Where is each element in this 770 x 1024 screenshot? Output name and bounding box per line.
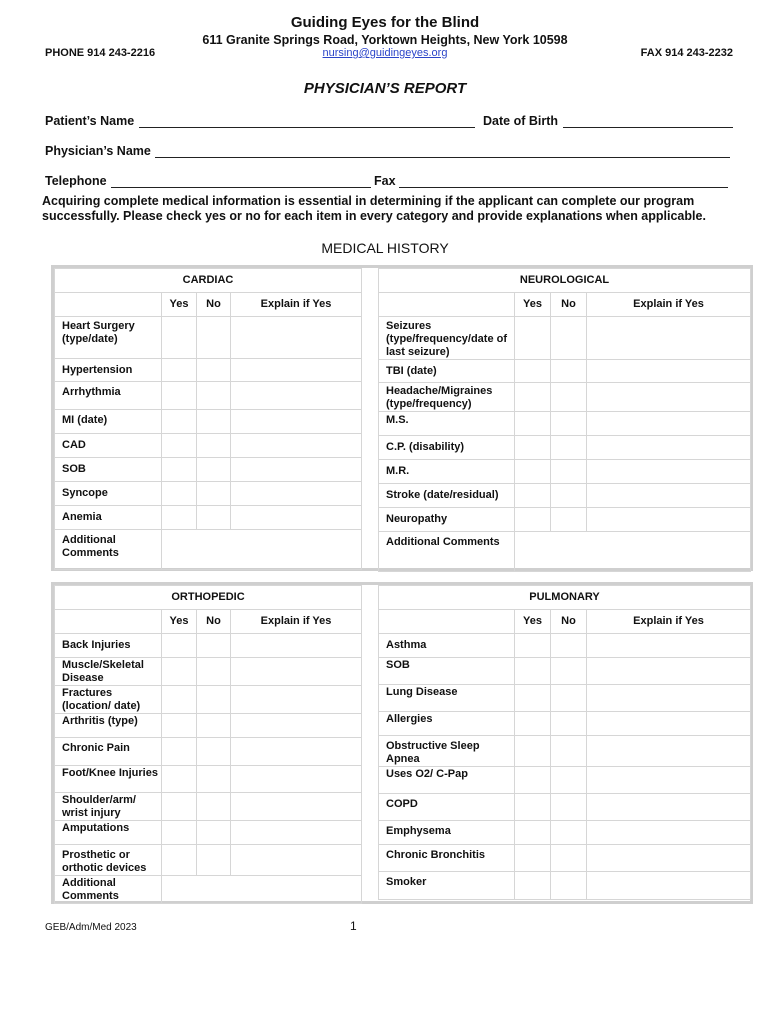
table-row	[55, 821, 362, 845]
table-row	[379, 685, 751, 712]
yes-cell[interactable]	[162, 506, 197, 530]
comments-cell[interactable]	[162, 530, 362, 570]
table-row	[55, 458, 362, 482]
explain-cell[interactable]	[587, 658, 751, 685]
no-cell[interactable]	[551, 736, 587, 767]
table-row	[379, 634, 751, 658]
table-row	[55, 634, 362, 658]
orthopedic-item: Muscle/Skeletal Disease	[55, 658, 162, 686]
no-cell[interactable]	[551, 360, 587, 383]
yes-cell[interactable]	[515, 794, 551, 821]
footer-code: GEB/Adm/Med 2023	[45, 922, 137, 933]
yes-cell[interactable]	[162, 766, 197, 793]
cardiac-item: Arrhythmia	[55, 382, 162, 410]
no-cell[interactable]	[197, 458, 231, 482]
table-row	[379, 821, 751, 845]
dob-field[interactable]	[563, 127, 733, 128]
explain-cell[interactable]	[587, 436, 751, 460]
table-row	[55, 658, 362, 686]
instructions-text: Acquiring complete medical information is essential in determining if the applicant can complete our program successfully. Please check yes or no for each item in every category and provide explanations when applicable.	[42, 194, 706, 223]
explain-cell[interactable]	[231, 821, 362, 845]
yes-cell[interactable]	[515, 360, 551, 383]
table-row	[55, 714, 362, 738]
explain-cell[interactable]	[231, 482, 362, 506]
pulmonary-item: Asthma	[379, 634, 515, 658]
yes-cell[interactable]	[515, 685, 551, 712]
pulmonary-item: Lung Disease	[379, 685, 515, 712]
yes-cell[interactable]	[515, 658, 551, 685]
table-row	[55, 686, 362, 714]
table-row	[379, 460, 751, 484]
organization-address: 611 Granite Springs Road, Yorktown Heights, New York 10598	[202, 33, 568, 47]
orthopedic-title: ORTHOPEDIC	[55, 586, 362, 610]
yes-cell[interactable]	[515, 383, 551, 412]
pulmonary-item: Chronic Bronchitis	[379, 845, 515, 872]
table-row	[55, 766, 362, 793]
yes-header: Yes	[162, 293, 197, 317]
no-cell[interactable]	[551, 845, 587, 872]
neurological-item: Headache/Migraines (type/frequency)	[379, 383, 515, 412]
table-row	[379, 872, 751, 900]
neurological-title: NEUROLOGICAL	[379, 269, 751, 293]
orthopedic-table	[54, 585, 362, 904]
table-row	[55, 382, 362, 410]
telephone-field[interactable]	[111, 187, 371, 188]
explain-cell[interactable]	[231, 410, 362, 434]
cardiac-item: Anemia	[55, 506, 162, 530]
no-cell[interactable]	[551, 712, 587, 736]
table-row	[379, 383, 751, 412]
explain-cell[interactable]	[231, 317, 362, 359]
no-cell[interactable]	[197, 821, 231, 845]
yes-cell[interactable]	[515, 821, 551, 845]
yes-cell[interactable]	[162, 382, 197, 410]
orthopedic-item: Back Injuries	[55, 634, 162, 658]
no-header: No	[197, 610, 231, 634]
explain-cell[interactable]	[231, 458, 362, 482]
cardiac-table	[54, 268, 362, 570]
no-cell[interactable]	[197, 410, 231, 434]
explain-header: Explain if Yes	[231, 293, 362, 317]
no-cell[interactable]	[551, 508, 587, 532]
no-cell[interactable]	[197, 317, 231, 359]
table-row	[55, 410, 362, 434]
no-cell[interactable]	[197, 738, 231, 766]
yes-cell[interactable]	[515, 712, 551, 736]
explain-cell[interactable]	[231, 359, 362, 382]
table-row	[55, 482, 362, 506]
yes-cell[interactable]	[162, 434, 197, 458]
yes-cell[interactable]	[515, 508, 551, 532]
table-row	[379, 360, 751, 383]
orthopedic-item: Amputations	[55, 821, 162, 845]
fax-field[interactable]	[399, 187, 728, 188]
orthopedic-item: Prosthetic or orthotic devices	[55, 845, 162, 876]
neurological-item: Seizures (type/frequency/date of last seizure)	[379, 317, 515, 360]
pulmonary-table	[378, 585, 751, 900]
explain-cell[interactable]	[231, 714, 362, 738]
ortho-pulmonary-panel	[51, 582, 753, 904]
orthopedic-item: Shoulder/arm/ wrist injury	[55, 793, 162, 821]
yes-cell[interactable]	[162, 738, 197, 766]
orthopedic-item: Fractures (location/ date)	[55, 686, 162, 714]
no-cell[interactable]	[197, 482, 231, 506]
table-row	[379, 767, 751, 794]
no-cell[interactable]	[551, 460, 587, 484]
pulmonary-item: Obstructive Sleep Apnea	[379, 736, 515, 767]
explain-cell[interactable]	[231, 658, 362, 686]
neurological-item: M.R.	[379, 460, 515, 484]
explain-cell[interactable]	[231, 382, 362, 410]
table-row	[379, 532, 751, 572]
no-cell[interactable]	[551, 872, 587, 900]
no-cell[interactable]	[197, 634, 231, 658]
table-row	[379, 794, 751, 821]
pulmonary-item: Uses O2/ C-Pap	[379, 767, 515, 794]
explain-cell[interactable]	[587, 360, 751, 383]
yes-cell[interactable]	[515, 736, 551, 767]
cardiac-item: Heart Surgery (type/date)	[55, 317, 162, 359]
explain-cell[interactable]	[587, 794, 751, 821]
cardiac-item: CAD	[55, 434, 162, 458]
yes-cell[interactable]	[162, 482, 197, 506]
yes-cell[interactable]	[515, 872, 551, 900]
yes-cell[interactable]	[515, 845, 551, 872]
explain-cell[interactable]	[231, 766, 362, 793]
explain-cell[interactable]	[587, 484, 751, 508]
yes-cell[interactable]	[162, 714, 197, 738]
table-row	[379, 484, 751, 508]
explain-cell[interactable]	[587, 872, 751, 900]
yes-header: Yes	[515, 293, 551, 317]
table-row	[379, 845, 751, 872]
yes-cell[interactable]	[515, 412, 551, 436]
table-row	[55, 359, 362, 382]
table-row	[55, 506, 362, 530]
no-cell[interactable]	[197, 506, 231, 530]
explain-cell[interactable]	[231, 793, 362, 821]
yes-cell[interactable]	[515, 317, 551, 360]
no-cell[interactable]	[197, 434, 231, 458]
explain-cell[interactable]	[587, 412, 751, 436]
table-row	[379, 736, 751, 767]
email-link[interactable]: nursing@guidingeyes.org	[322, 47, 448, 59]
no-cell[interactable]	[551, 794, 587, 821]
yes-cell[interactable]	[515, 460, 551, 484]
cardiac-item: Syncope	[55, 482, 162, 506]
no-cell[interactable]	[551, 685, 587, 712]
no-cell[interactable]	[551, 484, 587, 508]
no-cell[interactable]	[551, 436, 587, 460]
no-cell[interactable]	[197, 658, 231, 686]
explain-cell[interactable]	[231, 738, 362, 766]
yes-header: Yes	[515, 610, 551, 634]
yes-cell[interactable]	[162, 634, 197, 658]
yes-cell[interactable]	[162, 821, 197, 845]
explain-cell[interactable]	[587, 317, 751, 360]
orthopedic-item: Chronic Pain	[55, 738, 162, 766]
yes-cell[interactable]	[162, 317, 197, 359]
no-cell[interactable]	[197, 845, 231, 876]
pulmonary-item: SOB	[379, 658, 515, 685]
page-title: PHYSICIAN’S REPORT	[303, 80, 467, 97]
table-row	[55, 738, 362, 766]
no-cell[interactable]	[551, 412, 587, 436]
table-row	[55, 317, 362, 359]
explain-cell[interactable]	[587, 821, 751, 845]
organization-name: Guiding Eyes for the Blind	[290, 14, 480, 31]
yes-cell[interactable]	[162, 410, 197, 434]
orthopedic-item: Arthritis (type)	[55, 714, 162, 738]
physician-name-label: Physician’s Name	[45, 144, 151, 158]
explain-cell[interactable]	[587, 508, 751, 532]
table-row	[55, 530, 362, 570]
neurological-item: Neuropathy	[379, 508, 515, 532]
cardiac-neuro-panel	[51, 265, 753, 571]
pulmonary-item: Allergies	[379, 712, 515, 736]
cardiac-item: Hypertension	[55, 359, 162, 382]
orthopedic-item: Additional Comments	[55, 876, 162, 904]
dob-label: Date of Birth	[483, 114, 558, 128]
yes-cell[interactable]	[162, 845, 197, 876]
no-cell[interactable]	[551, 383, 587, 412]
pulmonary-item: Emphysema	[379, 821, 515, 845]
orthopedic-item: Foot/Knee Injuries	[55, 766, 162, 793]
patient-name-label: Patient’s Name	[45, 114, 135, 128]
cardiac-item: SOB	[55, 458, 162, 482]
explain-cell[interactable]	[587, 767, 751, 794]
no-cell[interactable]	[197, 766, 231, 793]
explain-cell[interactable]	[587, 383, 751, 412]
patient-name-field[interactable]	[139, 127, 475, 128]
yes-cell[interactable]	[162, 458, 197, 482]
neurological-item: Additional Comments	[379, 532, 515, 572]
table-row	[55, 845, 362, 876]
explain-cell[interactable]	[587, 736, 751, 767]
fax-number: FAX 914 243-2232	[640, 47, 733, 59]
yes-header: Yes	[162, 610, 197, 634]
pulmonary-title: PULMONARY	[379, 586, 751, 610]
phone-number: PHONE 914 243-2216	[45, 47, 156, 59]
explain-header: Explain if Yes	[231, 610, 362, 634]
explain-cell[interactable]	[587, 845, 751, 872]
no-cell[interactable]	[551, 767, 587, 794]
table-row	[379, 712, 751, 736]
yes-cell[interactable]	[515, 634, 551, 658]
no-cell[interactable]	[197, 359, 231, 382]
no-cell[interactable]	[197, 382, 231, 410]
neurological-item: C.P. (disability)	[379, 436, 515, 460]
yes-cell[interactable]	[162, 359, 197, 382]
explain-header: Explain if Yes	[587, 293, 751, 317]
yes-cell[interactable]	[515, 436, 551, 460]
neurological-table	[378, 268, 751, 572]
table-row	[55, 876, 362, 904]
no-cell[interactable]	[197, 793, 231, 821]
neurological-item: M.S.	[379, 412, 515, 436]
cardiac-title: CARDIAC	[55, 269, 362, 293]
explain-cell[interactable]	[231, 434, 362, 458]
yes-cell[interactable]	[515, 484, 551, 508]
table-row	[55, 793, 362, 821]
section-title: MEDICAL HISTORY	[321, 240, 449, 256]
no-cell[interactable]	[197, 686, 231, 714]
explain-cell[interactable]	[587, 460, 751, 484]
explain-cell[interactable]	[231, 634, 362, 658]
explain-cell[interactable]	[231, 506, 362, 530]
cardiac-item: Additional Comments	[55, 530, 162, 570]
table-row	[379, 412, 751, 436]
pulmonary-item: COPD	[379, 794, 515, 821]
page-number: 1	[350, 919, 357, 933]
table-row	[379, 658, 751, 685]
explain-cell[interactable]	[587, 685, 751, 712]
neurological-item: TBI (date)	[379, 360, 515, 383]
yes-cell[interactable]	[162, 686, 197, 714]
explain-cell[interactable]	[231, 686, 362, 714]
yes-cell[interactable]	[162, 658, 197, 686]
pulmonary-item: Smoker	[379, 872, 515, 900]
table-row	[379, 317, 751, 360]
cardiac-item: MI (date)	[55, 410, 162, 434]
explain-cell[interactable]	[231, 845, 362, 876]
physician-name-field[interactable]	[155, 157, 730, 158]
yes-cell[interactable]	[515, 767, 551, 794]
fax-label: Fax	[374, 174, 396, 188]
neurological-item: Stroke (date/residual)	[379, 484, 515, 508]
explain-header: Explain if Yes	[587, 610, 751, 634]
no-cell[interactable]	[197, 714, 231, 738]
no-cell[interactable]	[551, 658, 587, 685]
yes-cell[interactable]	[162, 793, 197, 821]
no-header: No	[551, 293, 587, 317]
telephone-label: Telephone	[45, 174, 107, 188]
comments-cell[interactable]	[162, 876, 362, 904]
comments-cell[interactable]	[515, 532, 751, 572]
no-cell[interactable]	[551, 317, 587, 360]
no-cell[interactable]	[551, 821, 587, 845]
table-row	[379, 508, 751, 532]
explain-cell[interactable]	[587, 712, 751, 736]
no-header: No	[197, 293, 231, 317]
table-row	[379, 436, 751, 460]
no-cell[interactable]	[551, 634, 587, 658]
no-header: No	[551, 610, 587, 634]
explain-cell[interactable]	[587, 634, 751, 658]
table-row	[55, 434, 362, 458]
